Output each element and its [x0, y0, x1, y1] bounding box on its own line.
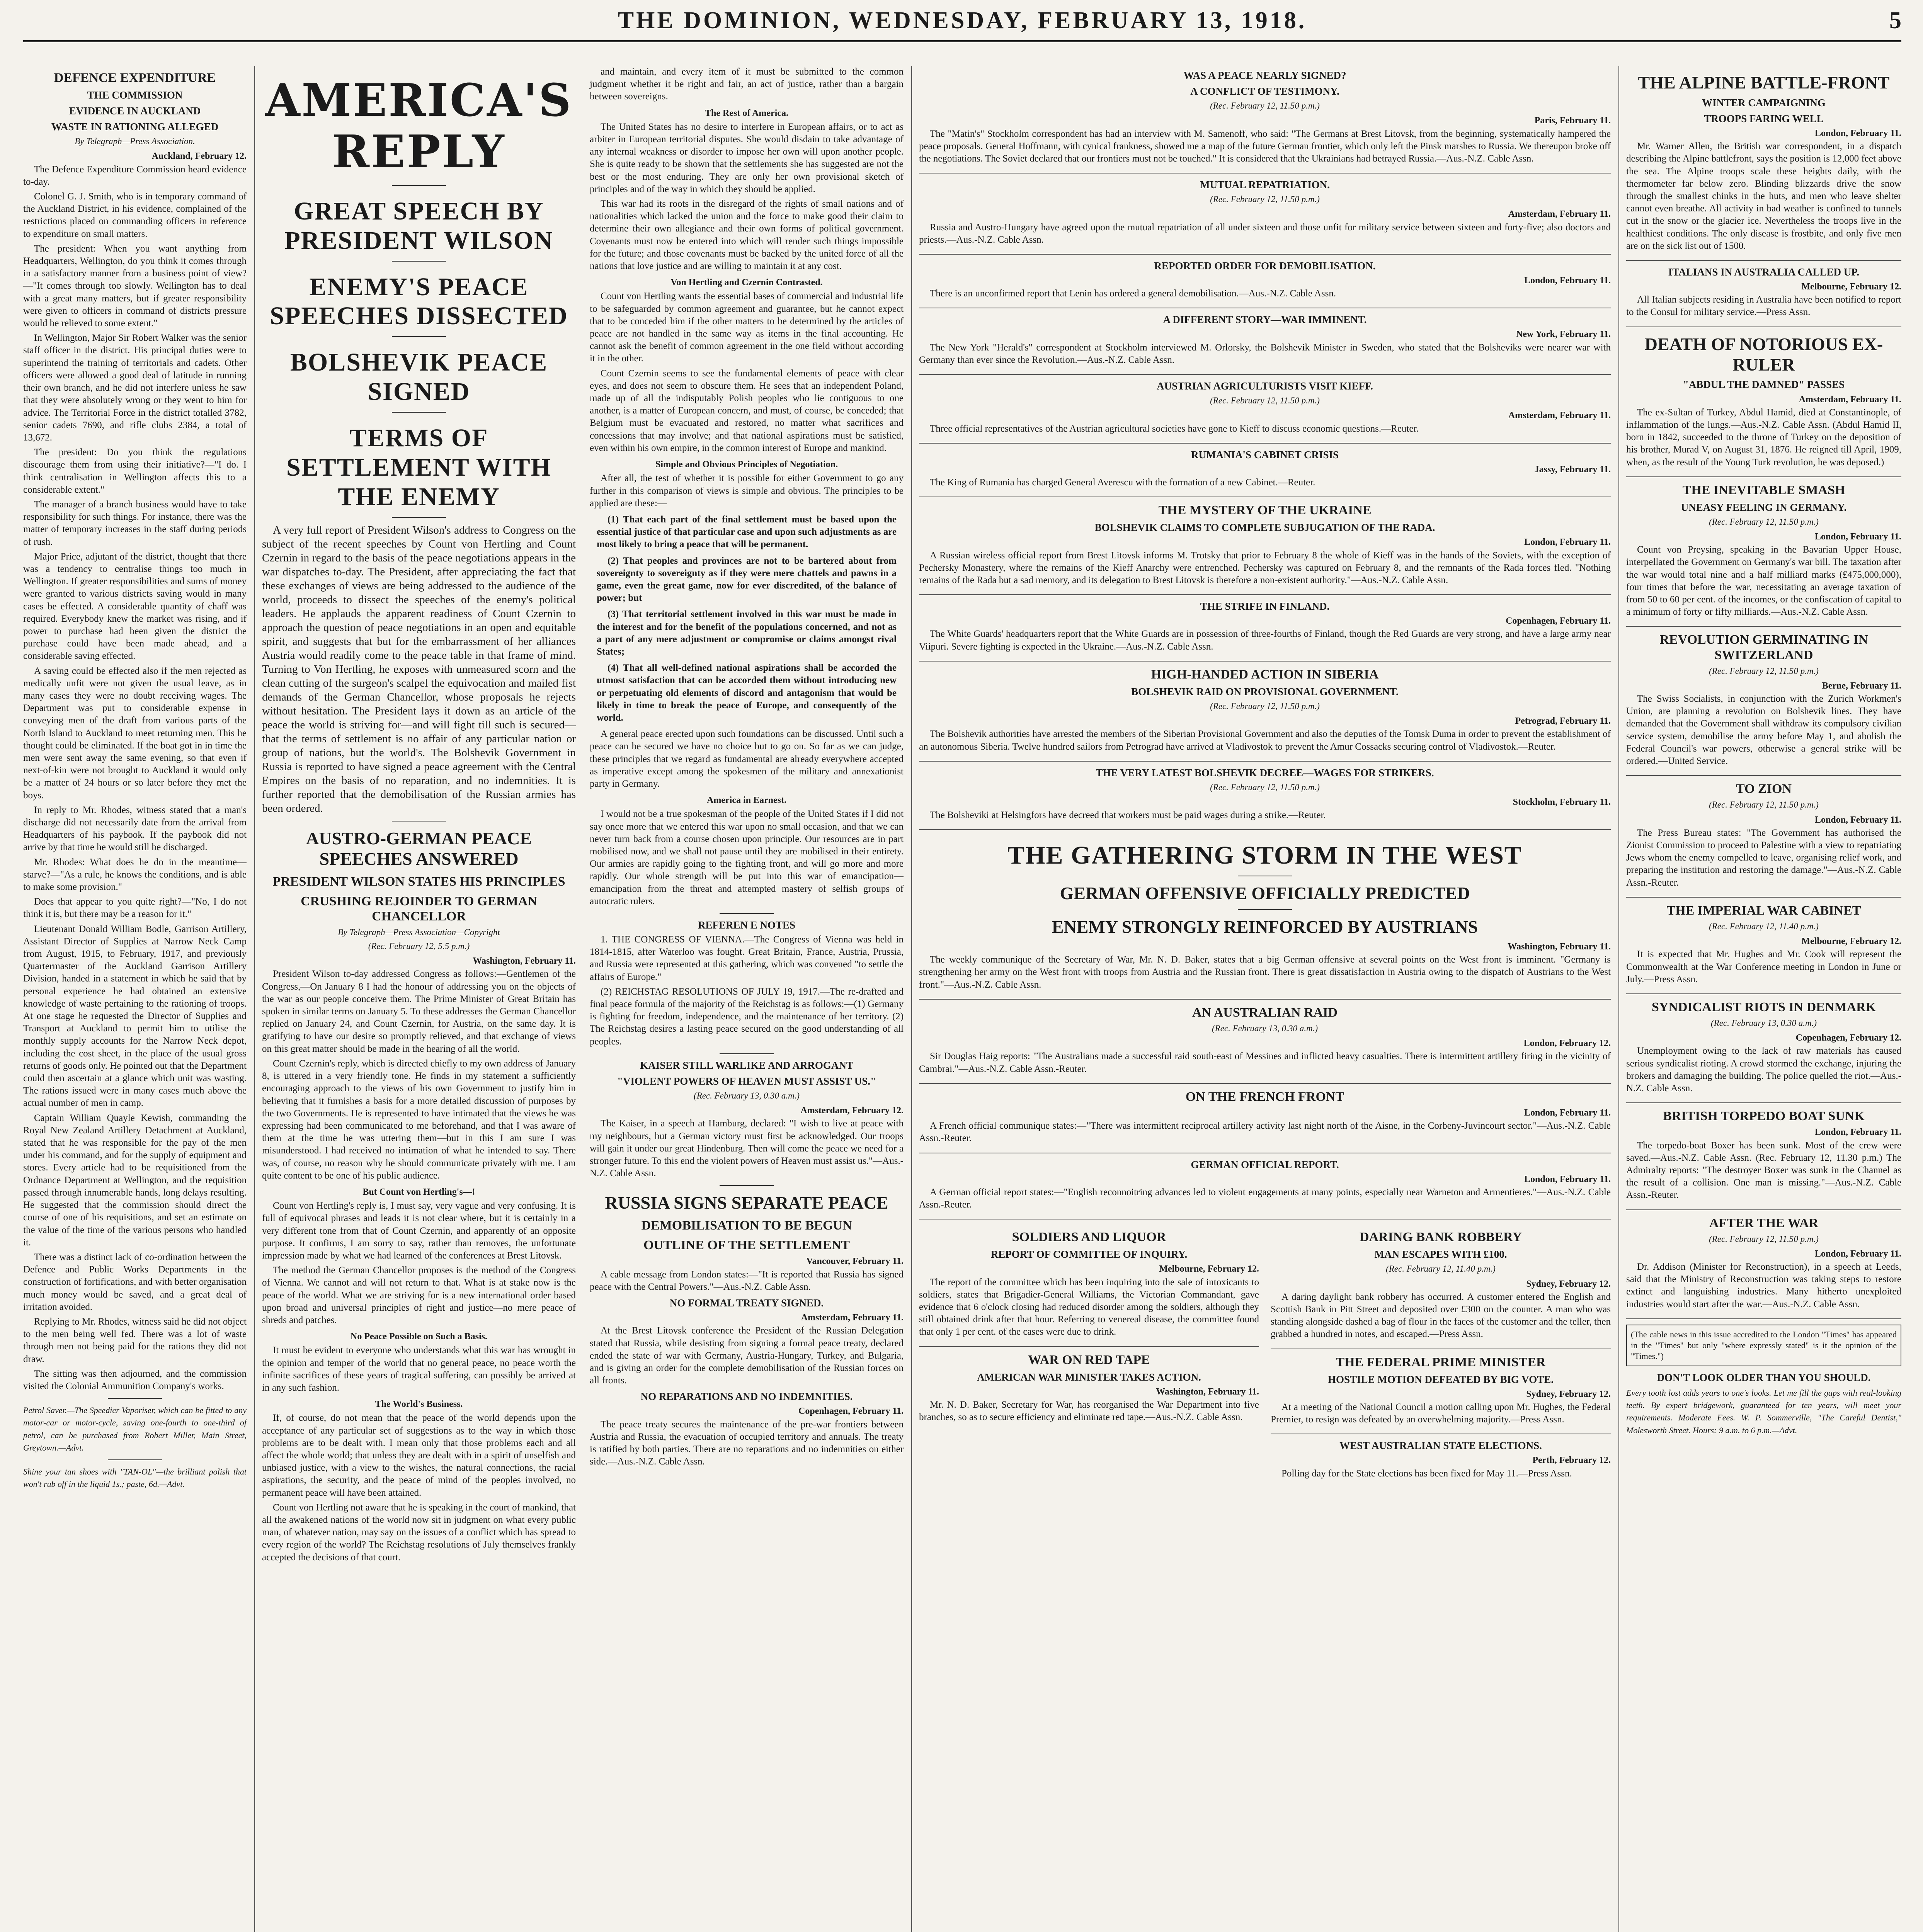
headline: WAS A PEACE NEARLY SIGNED?	[1183, 70, 1346, 81]
received-line: (Rec. February 12, 11.50 p.m.)	[1210, 194, 1320, 204]
paragraph: Does that appear to you quite right?—"No, I do not think it is, but there may be a reason for it."	[23, 896, 247, 920]
principle-item: (3) That territorial settlement involved in this war must be made in the interest and for the benefit of the populations concerned, and not as a part of any mere adjustment or compromise or claims amongst rival States;	[597, 609, 897, 657]
article	[1626, 632, 1901, 776]
page-number: 5	[1889, 7, 1901, 34]
received-line: (Rec. February 12, 11.50 p.m.)	[1210, 782, 1320, 792]
dateline: Amsterdam, February 11.	[1508, 410, 1611, 421]
subheadline: WASTE IN RATIONING ALLEGED	[51, 121, 219, 133]
article	[919, 1352, 1259, 1432]
section-subhead: Von Hertling and Czernin Contrasted.	[670, 277, 823, 288]
section-subhead: But Count von Hertling's—!	[362, 1187, 475, 1197]
dateline: Petrograd, February 11.	[1515, 716, 1611, 726]
received-line: (Rec. February 12, 11.50 p.m.)	[1709, 800, 1819, 810]
dateline: New York, February 11.	[1516, 329, 1611, 340]
subheadline: EVIDENCE IN AUCKLAND	[69, 105, 201, 117]
paragraph: Count von Hertling wants the essential bases of commercial and industrial life to be safeguarded by common agreement and guarantee, but he cannot expect that to be conceded him if the other matters to be determined by the articles of peace are not handled in the same way as items in the final accounting. He cannot ask the benefit of common agreement in the one field without according it in the other.	[590, 291, 904, 364]
article	[1626, 903, 1901, 994]
subheadline: ENEMY STRONGLY REINFORCED BY AUSTRIANS	[1052, 917, 1478, 937]
paragraph: Mr. N. D. Baker, Secretary for War, has reorganised the War Department into five branches, so as to secure efficiency and eliminate red tape.—Aus.-N.Z. Cable Assn.	[919, 1399, 1259, 1423]
bottom-column-left	[919, 1225, 1259, 1493]
lead-story-right	[590, 66, 904, 1566]
paragraph: Count Czernin seems to see the fundamental elements of peace with clear eyes, and does not seem to obscure them. He sees that an independent Poland, made up of all the indisputably Polish peoples who lie contiguous to one another, is a matter of European concern, and must, of course, be conceded; that Belgium must be evacuated and restored, no matter what sacrifices and concessions that may involve; and that national aspirations must be satisfied, even within his own empire, in the common interest of Europe and mankind.	[590, 368, 904, 453]
lead-headline: AMERICA'S REPLY	[265, 74, 573, 179]
lead-story-left	[262, 66, 576, 1566]
subheadline: TROOPS FARING WELL	[1704, 112, 1824, 124]
dateline: London, February 11.	[1814, 1127, 1901, 1138]
paragraph: and maintain, and every item of it must be submitted to the common judgment whether it be right and fair, an act of justice, rather than a bargain between sovereigns.	[590, 66, 904, 102]
headline: RUMANIA'S CABINET CRISIS	[1191, 449, 1339, 461]
dateline: London, February 11.	[1814, 532, 1901, 542]
paragraph: Count Czernin's reply, which is directed chiefly to my own address of January 8, is uttered in a very friendly tone. He finds in my statement a sufficiently encouraging approach to the views of his own Government to justify him in believing that it furnishes a basis for a more detailed discussion of purposes by the two Governments. He is represented to have intimated that the views he was expressing had been communicated to me beforehand, and that I was aware of them at the time he was uttering them—but in this I am sure I was misunderstood. I had received no intimation of what he intended to say. There was, of course, no reason why he should communicate privately with me. I am quite content to be one of his public audience.	[262, 1058, 576, 1181]
paragraph: It must be evident to everyone who understands what this war has wrought in the opinion and temper of the world that no general peace, no peace worth the infinite sacrifices of these years of tragical suffering, can possibly be arrived at in any such fashion.	[262, 1345, 576, 1393]
headline-deck: BOLSHEVIK PEACE SIGNED	[290, 348, 548, 406]
subheadline: WINTER CAMPAIGNING	[1702, 97, 1826, 109]
dateline: Amsterdam, February 12.	[800, 1105, 904, 1116]
dateline: Amsterdam, February 11.	[801, 1313, 904, 1323]
subheadline: THE COMMISSION	[87, 89, 183, 101]
divider	[392, 261, 446, 262]
paragraph: Russia and Austro-Hungary have agreed upon the mutual repatriation of all under sixteen and those unfit for military service between sixteen and forty-five; also doctors and priests.—Aus.-N.Z. Cable Assn.	[919, 222, 1611, 245]
article	[919, 667, 1611, 762]
divider	[108, 1398, 162, 1399]
principle-item: (1) That each part of the final settlement must be based upon the essential justice of that particular case and upon such adjustments as are most likely to bring a peace that will be permanent.	[597, 514, 897, 550]
headline: ON THE FRENCH FRONT	[1185, 1089, 1344, 1104]
reference-notes-heading: REFEREN E NOTES	[698, 919, 796, 931]
paragraph: The Kaiser, in a speech at Hamburg, declared: "I wish to live at peace with my neighbours, but a German victory must first be acknowledged. Our troops will gain it under our great Hindenburg. Then will come the peace we need for a stronger future. To this end the violent powers of Heaven must assist us."—Aus.-N.Z. Cable Assn.	[590, 1118, 904, 1179]
headline-deck: TERMS OF SETTLEMENT WITH THE ENEMY	[286, 424, 551, 511]
headline: DARING BANK ROBBERY	[1359, 1230, 1522, 1245]
paragraph: The manager of a branch business would have to take responsibility for such things. For instance, there was the matter of temporary increases in the staff during periods of rush.	[23, 499, 247, 547]
subheadline: GERMAN OFFENSIVE OFFICIALLY PREDICTED	[1060, 883, 1470, 903]
dateline: Auckland, February 12.	[151, 151, 247, 162]
section-subhead: Simple and Obvious Principles of Negotiation.	[655, 459, 838, 470]
received-line: (Rec. February 12, 11.50 p.m.)	[1210, 396, 1320, 406]
subheadline: NO FORMAL TREATY SIGNED.	[669, 1297, 824, 1309]
paragraph: Sir Douglas Haig reports: "The Australians made a successful raid south-east of Messines and inflicted heavy casualties. There is intermittent artillery firing in the vicinity of Cambrai."—Aus.-N.Z. Cable Assn.-Reuter.	[919, 1051, 1611, 1074]
paragraph: The sitting was then adjourned, and the commission visited the Colonial Ammunition Company's works.	[23, 1368, 247, 1391]
article	[919, 70, 1611, 173]
paragraph: Mr. Warner Allen, the British war correspondent, in a dispatch describing the Alpine battlefront, says the position is 12,000 feet above the sea. The Alpine troops scale these heights daily, with the thermometer far below zero. Blinding blizzards drive the snow through the smallest chinks in the huts, and men who leave shelter cannot even breathe. All activity in bad weather is confined to tunnels cut in the snow or the glacier ice. Nevertheless the troops live in the healthiest conditions. The only disease is frostbite, and only five men are on the sick list out of 1500.	[1626, 141, 1901, 251]
dateline: Amsterdam, February 11.	[1508, 209, 1611, 219]
paragraph: Colonel G. J. Smith, who is in temporary command of the Auckland District, in his evidence, complained of the restrictions placed on commanding officers in reference to expenditure on small matters.	[23, 191, 247, 239]
headline: THE FEDERAL PRIME MINISTER	[1336, 1355, 1546, 1369]
paragraph: There was a distinct lack of co-ordination between the Defence and Public Works Departments in the construction of fortifications, and with better organisation much money would be saved, and a great deal of irritation avoided.	[23, 1252, 247, 1312]
received-line: (Rec. February 12, 11.50 p.m.)	[1709, 666, 1819, 676]
lede-paragraph: A very full report of President Wilson's address to Congress on the subject of the recent speeches by Count von Hertling and Count Czernin in regard to the basis of the peace negotiations appears in the war dispatches to-day. The President, after appreciating the fact that these exchanges of views are being addressed to the audience of the world, proceeds to dissect the speeches of the enemy's political leaders. He applauds the apparent readiness of Count Czernin to approach the question of peace negotiations in an open and equitable spirit, and suggests that but for the embarrassment of her alliances Austria would readily come to the peace table in that frame of mind. Turning to Von Hertling, he exposes with unmeasured scorn and the clean cutting of the surgeon's scalpel the equivocation and mailed fist demands of the German Chancellor, whose proposals he rejects without hesitation. The President lays it down as an article of the peace the world is striving for—and will fight till such is secured—that the terms of settlement is no affair of any particular nation or group of nations, but the world's. The Bolshevik Government in Russia is reported to have signed a peace agreement with the Central Empires on the basis of no reparation, and no indemnities. It is further reported that the demobilisation of the Russian armies has been ordered.	[262, 524, 576, 815]
dateline: Melbourne, February 12.	[1801, 282, 1901, 292]
section-subhead: The World's Business.	[375, 1399, 463, 1410]
paragraph: In Wellington, Major Sir Robert Walker was the senior staff officer in the district. His principal duties were to superintend the training of territorials and cadets. Other officers were allowed a good deal of latitude in running their own branch, and he did not interfere unless he saw that they were absolutely wrong or they went to him for advice. The Territorial Force in the district totalled 3782, senior cadets 7690, and rifle clubs 2384, a total of 13,672.	[23, 333, 247, 443]
subheadline: NO REPARATIONS AND NO INDEMNITIES.	[640, 1391, 853, 1403]
article	[1626, 1000, 1901, 1103]
subheadline: "VIOLENT POWERS OF HEAVEN MUST ASSIST US."	[617, 1075, 876, 1087]
headline: AUSTRO-GERMAN PEACE SPEECHES ANSWERED	[306, 828, 532, 869]
column-3	[919, 66, 1611, 1932]
divider	[720, 1053, 774, 1054]
credit-line: By Telegraph—Press Association.	[75, 136, 195, 146]
paragraph: President Wilson to-day addressed Congress as follows:—Gentlemen of the Congress,—On January 8 I had the honour of addressing you on the objects of the war as our people conceive them. The Prime Minister of Great Britain has spoken in similar terms on January 5. To these addresses the German Chancellor replied on January 24, and Count Czernin, for Austria, on the same day. It is gratifying to have our desire so promptly relieved, and that exchange of views on this great matter should be made in the hearing of all the world.	[262, 969, 576, 1054]
paragraph: The United States has no desire to interfere in European affairs, or to act as arbiter in European territorial disputes. She would disdain to take advantage of any internal weakness or disorder to impose her own will upon another people. She is quite ready to be shown that the settlements she has suggested are not the best or the most enduring. They are only her own provisional sketch of principles and of the way in which they should be applied.	[590, 121, 904, 194]
column-rule	[254, 66, 255, 1932]
paragraph: A general peace erected upon such foundations can be discussed. Until such a peace can be secured we have no choice but to go on. So far as we can judge, these principles that we regard as fundamental are already everywhere accepted as imperative except among the spokesmen of the military and annexationist party in Germany.	[590, 729, 904, 789]
article	[919, 260, 1611, 308]
article	[919, 600, 1611, 662]
paragraph: The King of Rumania has charged General Averescu with the formation of a new Cabinet.—Reuter.	[930, 477, 1315, 488]
headline: SYNDICALIST RIOTS IN DENMARK	[1651, 1000, 1876, 1014]
received-line: (Rec. February 13, 0.30 a.m.)	[693, 1090, 800, 1100]
subheadline: PRESIDENT WILSON STATES HIS PRINCIPLES	[272, 874, 565, 889]
paragraph: The president: Do you think the regulations discourage them from using their initiative?—"I do. I think centralisation in Wellington affects this to a considerable extent."	[23, 447, 247, 495]
dateline: Melbourne, February 12.	[1801, 936, 1901, 947]
article	[919, 314, 1611, 375]
article	[1626, 266, 1901, 327]
subheadline: HOSTILE MOTION DEFEATED BY BIG VOTE.	[1327, 1373, 1554, 1385]
paragraph: Replying to Mr. Rhodes, witness said he did not object to the men being well fed. There was a lot of waste through men not being paid for the rations they did not draw.	[23, 1316, 247, 1364]
paragraph: It is expected that Mr. Hughes and Mr. Cook will represent the Commonwealth at the War Conference meeting in London in June or July.—Press Assn.	[1626, 949, 1901, 985]
subheadline: DEMOBILISATION TO BE BEGUN	[641, 1218, 852, 1233]
headline: DEFENCE EXPENDITURE	[54, 71, 216, 85]
article	[919, 1159, 1611, 1220]
column-2	[262, 66, 904, 1932]
dateline: London, February 11.	[1814, 1248, 1901, 1259]
article	[1271, 1440, 1611, 1487]
headline: WEST AUSTRALIAN STATE ELECTIONS.	[1339, 1440, 1542, 1452]
article	[919, 449, 1611, 497]
article	[1626, 483, 1901, 627]
headline: BRITISH TORPEDO BOAT SUNK	[1663, 1109, 1865, 1124]
article	[1626, 73, 1901, 261]
headline: THE ALPINE BATTLE-FRONT	[1638, 73, 1890, 92]
dateline: Perth, February 12.	[1532, 1455, 1611, 1466]
article	[1626, 334, 1901, 477]
paragraph: The "Matin's" Stockholm correspondent has had an interview with M. Samenoff, who said: "The Germans at Brest Litovsk, from the beginning, systematically hampered the peace proposals. General Hoffmann, with cynical frankness, showed me a map of the future German frontier, which only left the Pinsk marshes to Russia. We thereupon broke off the negotiations. The Soviet declared that our frontiers must not be touched." It is considered that the Ukrainians had betrayed Russia.—Aus.-N.Z. Cable Assn.	[919, 128, 1611, 164]
headline: HIGH-HANDED ACTION IN SIBERIA	[1151, 667, 1379, 682]
paragraph: The method the German Chancellor proposes is the method of the Congress of Vienna. We cannot and will not return to that. What is at stake now is the peace of the world. What we are striving for is a new international order based upon broad and universal principles of right and justice—no mere peace of shreds and patches.	[262, 1265, 576, 1325]
article	[1271, 1230, 1611, 1349]
reference-note: (2) REICHSTAG RESOLUTIONS OF JULY 19, 1917.—The re-drafted and final peace formula of the majority of the Reichstag is as follows:—(1) Germany is fighting for freedom, independence, and the maintenance of her territory. (2) The Reichstag desires a lasting peace secured on the good understanding of all peoples.	[590, 986, 904, 1047]
paragraph: All Italian subjects residing in Australia have been notified to report to the Consul for military service.—Press Assn.	[1626, 294, 1901, 318]
headline: RUSSIA SIGNS SEPARATE PEACE	[605, 1193, 888, 1213]
dateline: Stockholm, February 11.	[1513, 797, 1611, 807]
dateline: Vancouver, February 11.	[806, 1256, 904, 1267]
bottom-section	[919, 1225, 1611, 1493]
bottom-column-right	[1271, 1225, 1611, 1493]
dateline: Copenhagen, February 12.	[1795, 1033, 1901, 1043]
headline: GERMAN OFFICIAL REPORT.	[1191, 1158, 1339, 1170]
subheadline: A CONFLICT OF TESTIMONY.	[1190, 85, 1339, 97]
section-subhead: America in Earnest.	[707, 795, 786, 806]
received-line: (Rec. February 12, 11.50 p.m.)	[1210, 101, 1320, 111]
article	[919, 1005, 1611, 1084]
advertisement: Every tooth lost adds years to one's looks. Let me fill the gaps with real-looking teeth. By expert bridgework, guaranteed for ten years, will meet your requirements. Moderate Fees. W. P. Sommerville, "The Careful Dentist," Molesworth Street. Hours: 9 a.m. to 6 p.m.—Advt.	[1626, 1388, 1901, 1435]
dateline: Washington, February 11.	[1156, 1386, 1259, 1397]
column-4	[1626, 66, 1901, 1932]
paragraph: The report of the committee which has been inquiring into the sale of intoxicants to soldiers, states that Brigadier-General Williams, the Victorian Commandant, gave evidence that 6 o'clock closing had reduced disorder among the soldiers, although they still obtained drink after that hour. Referring to venereal disease, the committee found that only 1 per cent. of the cases were due to drink.	[919, 1277, 1259, 1337]
paragraph: The peace treaty secures the maintenance of the pre-war frontiers between Austria and Russia, the evacuation of occupied territory and annuals. The treaty is ratified by both parties. There are no reparations and no indemnities on either side.—Aus.-N.Z. Cable Assn.	[590, 1419, 904, 1467]
divider	[720, 913, 774, 914]
dateline: Paris, February 11.	[1534, 116, 1611, 126]
paragraph: Captain William Quayle Kewish, commanding the Royal New Zealand Artillery Detachment at Auckland, stated that he was responsible for the pay of the men under his command, and for the supply of equipment and stores. Every article had to be requisitioned from the Ordnance Department at Wellington, and the requisition passed through innumerable hands, long delays resulting. He suggested that the commission should direct the course of one of his requisitions, and set an estimate on the value of the time of the various persons who handled it.	[23, 1112, 247, 1248]
headline: DEATH OF NOTORIOUS EX-RULER	[1644, 334, 1883, 374]
dateline: Melbourne, February 12.	[1159, 1264, 1259, 1274]
column-1	[23, 66, 247, 1932]
received-line: (Rec. February 13, 0.30 a.m.)	[1710, 1018, 1817, 1028]
dateline: London, February 11.	[1524, 276, 1611, 286]
paragraph: Dr. Addison (Minister for Reconstruction), in a speech at Leeds, said that the Ministry of Reconstruction was taking steps to restore extinct and languishing industries. Many hitherto unexploited industries would start after the war.—Aus.-N.Z. Cable Assn.	[1626, 1262, 1901, 1310]
subheadline: BOLSHEVIK RAID ON PROVISIONAL GOVERNMENT.	[1131, 685, 1399, 697]
headline: THE INEVITABLE SMASH	[1682, 483, 1845, 497]
subheadline: "ABDUL THE DAMNED" PASSES	[1683, 379, 1845, 391]
article	[1626, 781, 1901, 898]
headline: KAISER STILL WARLIKE AND ARROGANT	[640, 1059, 853, 1071]
paragraph: The Press Bureau states: "The Government has authorised the Zionist Commission to proceed to Palestine with a view to repatriating Jews whom the enemy compelled to leave, organising relief work, and preparing the institution and restoring the damage."—Aus.-N.Z. Cable Assn.-Reuter.	[1626, 827, 1901, 888]
article	[919, 179, 1611, 255]
headline: TO ZION	[1736, 782, 1792, 796]
headline: REVOLUTION GERMINATING IN SWITZERLAND	[1659, 633, 1868, 662]
headline: THE MYSTERY OF THE UKRAINE	[1158, 503, 1372, 518]
masthead-title: THE DOMINION, WEDNESDAY, FEBRUARY 13, 1918.	[618, 7, 1307, 34]
divider	[392, 336, 446, 337]
paragraph: Count von Preysing, speaking in the Bavarian Upper House, interpellated the Government on Germany's war bill. The taxation after the war would total nine and a half milliard marks (£475,000,000), four times that before the war, necessitating an average taxation of from 50 to 60 per cent. of the incomes, or the confiscation of capital to a minimum of forty or fifty milliards.—Aus.-N.Z. Cable Assn.	[1626, 544, 1901, 617]
subheadline: UNEASY FEELING IN GERMANY.	[1681, 501, 1847, 513]
received-line: (Rec. February 13, 0.30 a.m.)	[1212, 1023, 1318, 1033]
dateline: Washington, February 11.	[1508, 942, 1611, 952]
paragraph: The Bolsheviki at Helsingfors have decreed that workers must be paid wages during a strike.—Reuter.	[930, 810, 1326, 821]
article	[1626, 1109, 1901, 1210]
headline: THE STRIFE IN FINLAND.	[1200, 600, 1330, 612]
headline: MUTUAL REPATRIATION.	[1200, 179, 1330, 191]
paragraph: A Russian wireless official report from Brest Litovsk informs M. Trotsky that prior to February 8 the whole of Kieff was in the hands of the Soviets, with the exception of Pechersky Monastery, where the remains of the Kieff Anarchy were entrenched. Pechersky was captured on February 8, and the remnants of the Rada forces fled. "Nothing remains of the Rada but a sad memory, and its delegation to Brest Litovsk is therefore a non-existent authority."—Aus.-N.Z. Cable Assn.	[919, 550, 1611, 585]
article	[919, 1089, 1611, 1153]
headline: AN AUSTRALIAN RAID	[1192, 1005, 1338, 1020]
column-rule	[911, 66, 912, 1932]
received-line: (Rec. February 12, 11.50 p.m.)	[1210, 701, 1320, 711]
advertisement: Petrol Saver.—The Speedier Vaporiser, which can be fitted to any motor-car or motor-cycle, saving one-fourth to one-third of petrol, can be purchased from Robert Miller, Main Street, Greytown.—Advt.	[23, 1405, 247, 1452]
paragraph: Three official representatives of the Austrian agricultural societies have gone to Kieff to discuss economic questions.—Reuter.	[930, 423, 1419, 434]
paragraph: The White Guards' headquarters report that the White Guards are in possession of three-fourths of Finland, though the Red Guards are very strong, and have a large army near Viipuri. Severe fighting is expected in the Ukraine.—Aus.-N.Z. Cable Assn.	[919, 629, 1611, 652]
received-line: (Rec. February 12, 5.5 p.m.)	[368, 941, 470, 951]
section-subhead: The Rest of America.	[705, 108, 788, 118]
article	[919, 841, 1611, 999]
editorial-note: (The cable news in this issue accredited to the London "Times" has appeared in the "Times" but only "where expressly stated" is it the opinion of the "Times.")	[1626, 1325, 1901, 1366]
paragraph: In reply to Mr. Rhodes, witness stated that a man's discharge did not necessarily date from the arrival from Headquarters of his paybook. If the paybook did not arrive by that time he would still be discharged.	[23, 804, 247, 853]
paragraph: Major Price, adjutant of the district, thought that there was a tendency to centralise things too much in Wellington. If greater responsibilities and sums of money were granted to various districts saving would in many cases be effected. A considerable quantity of chaff was required. Everybody knew the market was rising, and if power to purchase had been given the district the purchase could have been made ahead, and a considerable saving effected.	[23, 551, 247, 662]
divider	[720, 1185, 774, 1186]
paragraph: The president: When you want anything from Headquarters, Wellington, do you think it comes through in a satisfactory manner from a business point of view?—"It comes through too slowly. Wellington has to deal with a great many matters, but if greater responsibility were given to officers in command of districts pressure would be relieved to some extent."	[23, 243, 247, 329]
received-line: (Rec. February 12, 11.40 p.m.)	[1709, 921, 1819, 931]
paragraph: Polling day for the State elections has been fixed for May 11.—Press Assn.	[1281, 1468, 1572, 1479]
received-line: (Rec. February 12, 11.50 p.m.)	[1709, 1234, 1819, 1244]
article	[919, 380, 1611, 444]
divider	[392, 517, 446, 518]
principle-item: (4) That all well-defined national aspirations shall be accorded the utmost satisfaction that can be accorded them without introducing new or perpetuating old elements of discord and antagonism that would be likely in time to break the peace of Europe, and consequently of the world.	[597, 663, 897, 723]
paragraph: After all, the test of whether it is possible for either Government to go any further in this comparison of views is simple and obvious. The principles to be applied are these:—	[590, 473, 904, 509]
paragraph: The ex-Sultan of Turkey, Abdul Hamid, died at Constantinople, of inflammation of the lungs.—Aus.-N.Z. Cable Assn. (Abdul Hamid II, born in 1842, succeeded to the throne of Turkey on the deposition of his brother, Murad V, on August 31, 1876. He reigned till April, 1909, when, as the result of the Young Turk revolution, he was deposed.)	[1626, 407, 1901, 468]
paragraph: A daring daylight bank robbery has occurred. A customer entered the English and Scottish Bank in Pitt Street and deposited over £300 on the counter. A man who was standing alongside dashed a bag of flour in the faces of the customer and the teller, then grabbed a hundred in notes, and escaped.—Press Assn.	[1271, 1291, 1611, 1340]
dateline: Sydney, February 12.	[1526, 1279, 1611, 1289]
paragraph: A French official communique states:—"There was intermittent reciprocal artillery activity last night north of the Aisne, in the Corbeny-Juvincourt sector."—Aus.-N.Z. Cable Assn.-Reuter.	[919, 1121, 1611, 1144]
article	[919, 1230, 1259, 1347]
subheadline: OUTLINE OF THE SETTLEMENT	[643, 1238, 850, 1253]
headline: A DIFFERENT STORY—WAR IMMINENT.	[1163, 314, 1367, 326]
divider	[392, 412, 446, 413]
dateline: Copenhagen, February 11.	[798, 1406, 904, 1417]
paragraph: The Bolshevik authorities have arrested the members of the Siberian Provisional Government and also the deputies of the Tomsk Duma in order to prevent the establishment of an autonomous Siberia. Twelve hundred sailors from Petrograd have arrived at Vladivostok to prevent the Amur Cossacks securing control of Vladivostok.—Reuter.	[919, 729, 1611, 752]
dateline: London, February 11.	[1814, 128, 1901, 138]
dateline: London, February 11.	[1524, 537, 1611, 548]
headline: AFTER THE WAR	[1709, 1216, 1819, 1230]
dateline: London, February 11.	[1814, 815, 1901, 825]
dateline: London, February 11.	[1524, 1107, 1611, 1118]
dateline: Jassy, February 11.	[1534, 464, 1611, 474]
paragraph: The weekly communique of the Secretary of War, Mr. N. D. Baker, states that a big German offensive at several points on the West front is imminent. "Germany is strengthening her army on the West front with troops from Austria and the Russian front. There is great dissatisfaction in Austria owing to the dispatch of Austrians to the West front."—Aus.-N.Z. Cable Assn.	[919, 954, 1611, 990]
headline: THE GATHERING STORM IN THE WEST	[1007, 841, 1522, 870]
paragraph: Count von Hertling's reply is, I must say, very vague and very confusing. It is full of equivocal phrases and leads it is not clear where, but it is certainly in a very different tone from that of Count Czernin, and apparently of an opposite purpose. It confirms, I am sorry to say, rather than removes, the unfortunate impression made by what we had learned of the conferences at Brest Litovsk.	[262, 1201, 576, 1261]
paragraph: At a meeting of the National Council a motion calling upon Mr. Hughes, the Federal Premier, to resign was defeated by an overwhelming majority.—Press Assn.	[1271, 1401, 1611, 1425]
dateline: Berne, February 11.	[1822, 680, 1901, 691]
paragraph: Count von Hertling not aware that he is speaking in the court of mankind, that all the awakened nations of the world now sit in judgment on what every public man, of whatever nation, may say on the issues of a conflict which has spread to every region of the world? The Reichstag resolutions of July themselves frankly accepted the decisions of that court.	[262, 1502, 576, 1563]
paragraph: There is an unconfirmed report that Lenin has ordered a general demobilisation.—Aus.-N.Z. Cable Assn.	[930, 288, 1336, 299]
dateline: Sydney, February 12.	[1526, 1389, 1611, 1399]
headline: SOLDIERS AND LIQUOR	[1012, 1230, 1166, 1245]
section-subhead: No Peace Possible on Such a Basis.	[350, 1332, 488, 1342]
dateline: London, February 12.	[1523, 1038, 1611, 1049]
headline: THE VERY LATEST BOLSHEVIK DECREE—WAGES FOR STRIKERS.	[1096, 767, 1434, 779]
subheadline: BOLSHEVIK CLAIMS TO COMPLETE SUBJUGATION OF THE RADA.	[1094, 522, 1435, 534]
divider	[392, 185, 446, 186]
subheadline: REPORT OF COMMITTEE OF INQUIRY.	[990, 1248, 1188, 1260]
paragraph: The torpedo-boat Boxer has been sunk. Most of the crew were saved.—Aus.-N.Z. Cable Assn. (Rec. February 12, 11.30 p.m.) The Admiralty reports: "The destroyer Boxer was sunk in the Channel as the result of a collision. One man is missing."—Aus.-N.Z. Cable Assn.-Reuter.	[1626, 1140, 1901, 1201]
paragraph: The Defence Expenditure Commission heard evidence to-day.	[23, 164, 247, 187]
divider	[108, 1459, 162, 1460]
article	[919, 503, 1611, 595]
article	[1271, 1355, 1611, 1435]
headline: REPORTED ORDER FOR DEMOBILISATION.	[1154, 260, 1376, 272]
credit-line: By Telegraph—Press Association—Copyright	[338, 927, 500, 937]
headline-deck: ENEMY'S PEACE SPEECHES DISSECTED	[270, 272, 568, 330]
divider	[1238, 909, 1292, 910]
headline: AUSTRIAN AGRICULTURISTS VISIT KIEFF.	[1157, 380, 1373, 392]
paragraph: A German official report states:—"English reconnoitring advances led to violent engagements at many points, especially near Warneton and Armentieres."—Aus.-N.Z. Cable Assn.-Reuter.	[919, 1187, 1611, 1210]
paragraph: Unemployment owing to the lack of raw materials has caused serious syndicalist rioting. A crowd stormed the exchange, injuring the brokers and damaging the building. The police quelled the riot.—Aus.-N.Z. Cable Assn.	[1626, 1046, 1901, 1094]
paragraph: Mr. Rhodes: What does he do in the meantime—starve?—"As a rule, he knows the conditions, and is able to make some provision."	[23, 857, 247, 893]
paragraph: I would not be a true spokesman of the people of the United States if I did not say once more that we entered this war upon no small occasion, and that we can never turn back from a course chosen upon principle. Our resources are in part mobilised now, and we shall not pause until they are mobilised in their entirety. Our armies are rapidly going to the fighting front, and will go more and more rapidly. Our whole strength will be put into this war of emancipation—emancipation from the threat and attempted mastery of selfish groups of autocratic rulers.	[590, 809, 904, 906]
subheadline: CRUSHING REJOINDER TO GERMAN CHANCELLOR	[301, 894, 537, 923]
article	[1626, 1216, 1901, 1319]
dateline: Washington, February 11.	[473, 956, 576, 966]
advertisement: Shine your tan shoes with "TAN-OL"—the brilliant polish that won't rub off in the liquid 1s.; paste, 6d.—Advt.	[23, 1466, 247, 1489]
subheadline: MAN ESCAPES WITH £100.	[1374, 1248, 1507, 1260]
paragraph: At the Brest Litovsk conference the President of the Russian Delegation stated that Russia, while desisting from signing a formal peace treaty, declared ended the state of war with Germany, Austria-Hungary, Turkey, and Bulgaria, and is giving an order for the complete demobilisation of the Russian forces on all fronts.	[590, 1325, 904, 1386]
dateline: London, February 11.	[1524, 1174, 1611, 1184]
column-rule	[1618, 66, 1619, 1932]
paragraph: A saving could be effected also if the men rejected as medically unfit were not given the usual leave, as in many cases they were no doubt receiving wages. The Department was put to considerable expense in conveying men of the draft from various parts of the North Island to Auckland to meet returning men. This he thought could be eliminated. If the boat got in in time the men were sent away the same evening, so that even if next-of-kin were not brought to Auckland it would only be a matter of 24 hours or so later before they met the boys.	[23, 665, 247, 801]
headline: THE IMPERIAL WAR CABINET	[1666, 903, 1861, 918]
paragraph: If, of course, do not mean that the peace of the world depends upon the acceptance of any particular set of suggestions as to the way in which those problems are to be dealt with. I mean only that those problems each and all affect the whole world; that unless they are dealt with in a spirit of unselfish and unbiased justice, with a view to the wishes, the natural connections, the racial aspirations, the security, and the peace of mind of the peoples involved, no permanent peace will have been attained.	[262, 1413, 576, 1498]
article	[919, 767, 1611, 830]
paragraph: The Swiss Socialists, in conjunction with the Zurich Workmen's Union, are planning a revolution on Bolshevik lines. They have demanded that the Government shall withdraw its compulsory civilian service system, demobilise the army before May 1, and abolish the Federal Council's war powers, otherwise a general strike will be ordered.—United Service.	[1626, 694, 1901, 767]
received-line: (Rec. February 12, 11.50 p.m.)	[1709, 517, 1819, 527]
paragraph: A cable message from London states:—"It is reported that Russia has signed peace with the Central Powers."—Aus.-N.Z. Cable Assn.	[590, 1269, 904, 1292]
paragraph: This war had its roots in the disregard of the rights of small nations and of nationalities which lacked the union and the force to make good their claim to determine their own allegiance and their own forms of political government. Covenants must now be entered into which will render such things impossible for the future; and those covenants must be backed by the united force of all the nations that love justice and are willing to maintain it at any cost.	[590, 199, 904, 272]
principle-item: (2) That peoples and provinces are not to be bartered about from sovereignty to sovereignty as if they were mere chattels and pawns in a game, even the great game, now for ever discredited, of the balance of power; but	[597, 555, 897, 604]
dateline: Amsterdam, February 11.	[1799, 394, 1901, 405]
received-line: (Rec. February 12, 11.40 p.m.)	[1386, 1264, 1496, 1274]
paragraph: The New York "Herald's" correspondent at Stockholm interviewed M. Orlorsky, the Bolshevik Minister in Sweden, who stated that the Bolsheviks were nearer war with Germany than ever since the Revolution.—Aus.-N.Z. Cable Assn.	[919, 342, 1611, 365]
headline: ITALIANS IN AUSTRALIA CALLED UP.	[1668, 266, 1860, 278]
masthead	[23, 3, 1901, 42]
subheadline: AMERICAN WAR MINISTER TAKES ACTION.	[977, 1371, 1201, 1383]
paragraph: Lieutenant Donald William Bodle, Garrison Artillery, Assistant Director of Supplies at Narrow Neck Camp from August, 1915, to February, 1917, and previously Quartermaster of the Auckland Garrison Artillery Division, handed in a statement in which he said that by personal experience he had obtained an extensive knowledge of waste pertaining to the rationing of troops. At one stage he requested the Director of Supplies and Transport at Auckland to permit him to utilise the monthly supply accounts for the Narrow Neck depot, including the cost sheet, in the place of the usual gross returns of goods only. He pointed out that the Department could then ascertain at a glance which unit was wasting. The rations issued were in many cases much above the actual number of men in camp.	[23, 923, 247, 1109]
dateline: Copenhagen, February 11.	[1505, 616, 1611, 626]
headline-deck: GREAT SPEECH BY PRESIDENT WILSON	[284, 197, 553, 255]
reference-note: 1. THE CONGRESS OF VIENNA.—The Congress of Vienna was held in 1814-1815, after Waterloo was fought. Great Britain, France, Austria, Prussia, and Russia were represented at this gathering, which was convened "to settle the affairs of Europe."	[590, 934, 904, 982]
headline: WAR ON RED TAPE	[1028, 1352, 1150, 1367]
advertisement-heading: DON'T LOOK OLDER THAN YOU SHOULD.	[1657, 1371, 1871, 1383]
